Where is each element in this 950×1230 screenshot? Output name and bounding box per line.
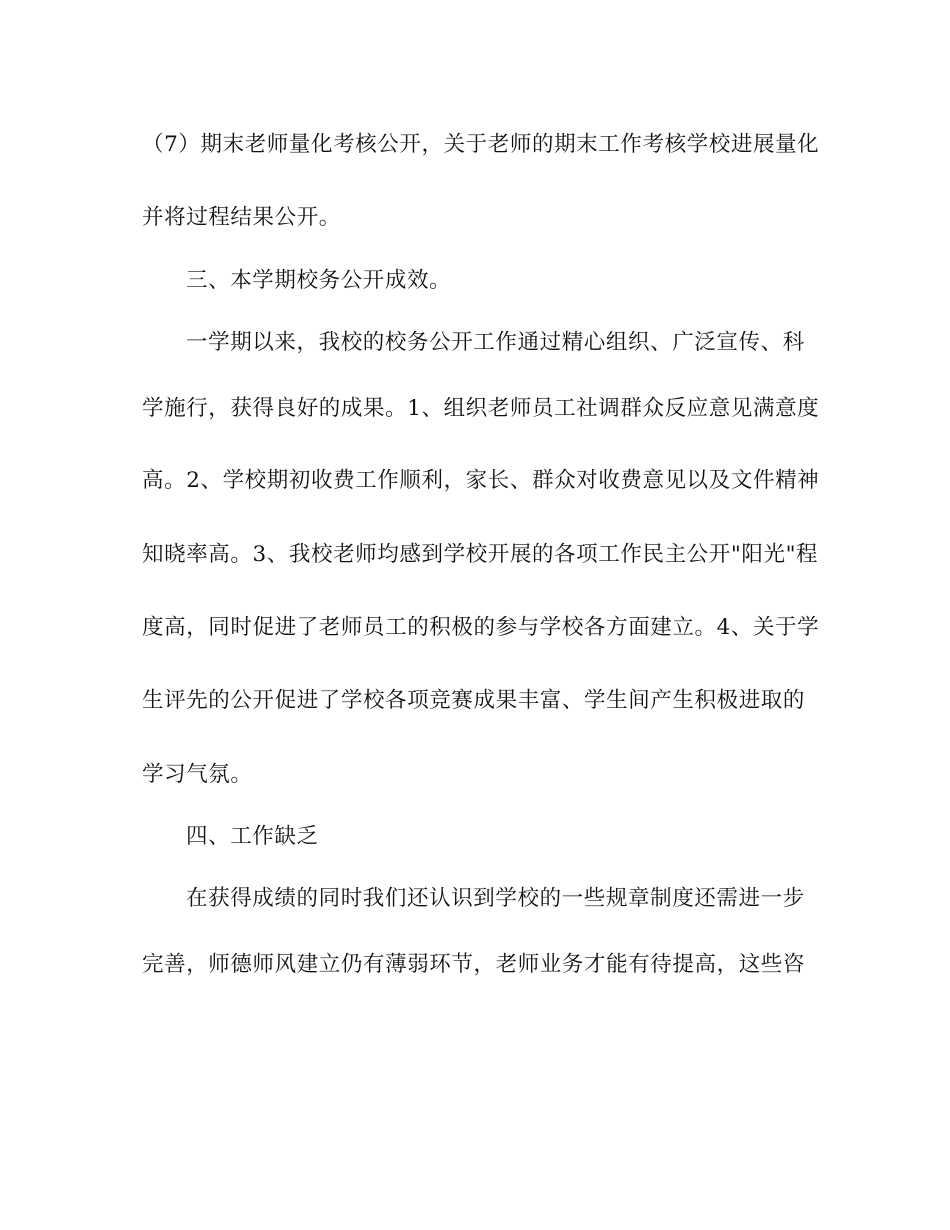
paragraph-line: 知晓率高。3、我校老师均感到学校开展的各项工作民主公开"阳光"程 [142,542,819,567]
paragraph-line: （7）期末老师量化考核公开，关于老师的期末工作考核学校进展量化 [142,132,820,157]
section-heading: 四、工作缺乏 [186,824,319,849]
paragraph-line: 学习气氛。 [142,762,253,787]
paragraph-line: 度高，同时促进了老师员工的积极的参与学校各方面建立。4、关于学 [142,615,820,640]
paragraph-line: 在获得成绩的同时我们还认识到学校的一些规章制度还需进一步 [186,886,805,911]
paragraph-line: 学施行，获得良好的成果。1、组织老师员工社调群众反应意见满意度 [142,396,820,421]
paragraph-line: 生评先的公开促进了学校各项竞赛成果丰富、学生间产生积极进取的 [142,688,806,713]
paragraph-line: 高。2、学校期初收费工作顺利，家长、群众对收费意见以及文件精神 [142,468,820,493]
paragraph-line: 一学期以来，我校的校务公开工作通过精心组织、广泛宣传、科 [186,330,805,355]
paragraph-line: 完善，师德师风建立仍有薄弱环节，老师业务才能有待提高，这些咨 [142,952,806,977]
section-heading: 三、本学期校务公开成效。 [186,268,452,293]
paragraph-line: 并将过程结果公开。 [142,205,341,230]
